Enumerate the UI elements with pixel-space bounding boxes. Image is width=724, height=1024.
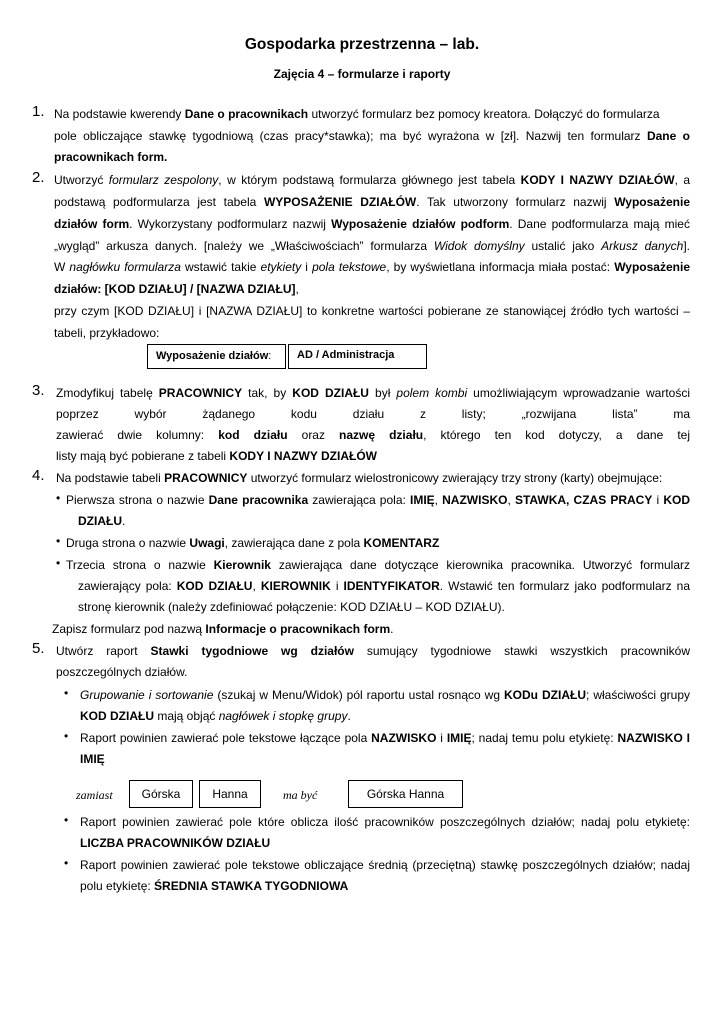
item-5-bullet-2-line-1: Raport powinien zawierać pole tekstowe łączące pola NAZWISKO i IMIĘ; nadaj temu polu etykietę: NAZWISKO I bbox=[80, 731, 690, 745]
item-5-bullet-1-line-1: Grupowanie i sortowanie (szukaj w Menu/Widok) pól raportu ustal rosnąco wg KODu DZIAŁU; właściwości grupy bbox=[80, 688, 690, 702]
item-4-bullet-3-line-3: stronę kierownik (należy zdefiniować połączenie: KOD DZIAŁU – KOD DZIAŁU). bbox=[78, 600, 505, 614]
item-4-bullet-3-line-1: Trzecia strona o nazwie Kierownik zawierająca dane dotyczące kierownika pracownika. Utworzyć formularz bbox=[66, 558, 690, 572]
item-2-line-6: działów: [KOD DZIAŁU] / [NAZWA DZIAŁU], bbox=[54, 282, 299, 296]
example-label-box: Wyposażenie działów: bbox=[147, 344, 286, 369]
item-3-line-3: zawierać dwie kolumny: kod działu oraz nazwę działu, którego ten kod dotyczy, a dane tej bbox=[56, 428, 690, 442]
item-3-number: 3. bbox=[32, 382, 45, 399]
bullet-dot-icon: • bbox=[64, 686, 69, 700]
item-1-line-3: pracownikach form. bbox=[54, 150, 168, 164]
example-instead-label: zamiast bbox=[76, 788, 113, 802]
bullet-dot-icon: • bbox=[64, 856, 69, 870]
item-5-bullet-3-line-2: LICZBA PRACOWNIKÓW DZIAŁU bbox=[80, 836, 271, 850]
bullet-dot-icon: • bbox=[56, 491, 61, 505]
document-title: Gospodarka przestrzenna – lab. bbox=[244, 36, 480, 53]
item-3-line-1: Zmodyfikuj tabelę PRACOWNICY tak, by KOD DZIAŁU był polem kombi umożliwiającym wprowadzanie wartości bbox=[56, 386, 690, 400]
item-4-bullet-2: Druga strona o nazwie Uwagi, zawierająca dane z pola KOMENTARZ bbox=[66, 536, 440, 550]
document-subtitle: Zajęcia 4 – formularze i raporty bbox=[273, 67, 451, 81]
item-2-line-1: Utworzyć formularz zespolony, w którym podstawą formularza głównego jest tabela KODY I NAZWY DZIAŁÓW, a bbox=[54, 173, 691, 187]
item-2-line-4: „wygląd” arkusza danych. [należy we „Właściwościach” formularza Widok domyślny ustalić jako Arkusz danych]. bbox=[54, 239, 691, 253]
item-5-line-1: Utwórz raport Stawki tygodniowe wg działów sumujący tygodniowe stawki wszystkich pracowników bbox=[56, 644, 690, 658]
item-5-bullet-4-line-1: Raport powinien zawierać pole tekstowe obliczające średnią (przeciętną) stawkę poszczególnych działów; nadaj bbox=[80, 858, 690, 872]
example-name-box: Hanna bbox=[199, 780, 261, 808]
item-2-line-5: W nagłówku formularza wstawić takie etykiety i pola tekstowe, by wyświetlana informacja miała postać: Wyposażenie bbox=[54, 260, 690, 274]
item-1-line-2: pole obliczające stawkę tygodniową (czas pracy*stawka); ma być wyrażona w [zł]. Nazwij ten formularz Dane o bbox=[54, 129, 690, 143]
item-2-line-2: podstawą podformularza jest tabela WYPOSAŻENIE DZIAŁÓW. Tak utworzony formularz nazwij Wyposażenie bbox=[54, 195, 690, 209]
example-combined-box: Górska Hanna bbox=[348, 780, 463, 808]
item-2-line-8: tabeli, przykładowo: bbox=[54, 326, 160, 340]
item-4-save-note: Zapisz formularz pod nazwą Informacje o pracownikach form. bbox=[52, 622, 394, 636]
item-4-bullet-1-line-2: DZIAŁU. bbox=[78, 514, 126, 528]
item-4-line-1: Na podstawie tabeli PRACOWNICY utworzyć formularz wielostronicowy zwierający trzy strony (karty) obejmujące: bbox=[56, 471, 663, 485]
item-5-bullet-2-line-2: IMIĘ bbox=[80, 752, 105, 766]
bullet-dot-icon: • bbox=[56, 556, 61, 570]
item-5-bullet-4-line-2: polu etykietę: ŚREDNIA STAWKA TYGODNIOWA bbox=[80, 879, 349, 893]
bullet-dot-icon: • bbox=[56, 534, 61, 548]
item-3-line-4: listy mają być pobierane z tabeli KODY I NAZWY DZIAŁÓW bbox=[56, 449, 377, 463]
item-5-line-2: poszczególnych działów. bbox=[56, 665, 188, 679]
item-4-number: 4. bbox=[32, 467, 45, 484]
item-3-line-2: poprzez wybór żądanego kodu działu z listy; „rozwijana lista” ma bbox=[56, 407, 690, 421]
item-1-line-1: Na podstawie kwerendy Dane o pracownikach utworzyć formularz bez pomocy kreatora. Dołączyć do formularza bbox=[54, 107, 660, 121]
item-5-number: 5. bbox=[32, 640, 45, 657]
bullet-dot-icon: • bbox=[64, 813, 69, 827]
example-should-be-label: ma być bbox=[283, 788, 318, 802]
item-2-number: 2. bbox=[32, 169, 45, 186]
item-4-bullet-3-line-2: zawierający pola: KOD DZIAŁU, KIEROWNIK i IDENTYFIKATOR. Wstawić ten formularz jako podformularz na bbox=[78, 579, 690, 593]
example-surname-box: Górska bbox=[129, 780, 193, 808]
item-2-line-7: przy czym [KOD DZIAŁU] i [NAZWA DZIAŁU] to konkretne wartości pobierane ze stanowiącej źródło tych wartości – bbox=[54, 304, 690, 318]
item-5-bullet-1-line-2: KOD DZIAŁU mają objąć nagłówek i stopkę grupy. bbox=[80, 709, 351, 723]
bullet-dot-icon: • bbox=[64, 729, 69, 743]
item-5-bullet-3-line-1: Raport powinien zawierać pole które oblicza ilość pracowników poszczególnych działów; nadaj polu etykietę: bbox=[80, 815, 690, 829]
example-value-box: AD / Administracja bbox=[288, 344, 427, 369]
item-1-number: 1. bbox=[32, 103, 45, 120]
item-2-line-3: działów form. Wykorzystany podformularz nazwij Wyposażenie działów podform. Dane podformularza mają mieć bbox=[54, 217, 690, 231]
item-4-bullet-1-line-1: Pierwsza strona o nazwie Dane pracownika zawierająca pola: IMIĘ, NAZWISKO, STAWKA, CZAS PRACY i KOD bbox=[66, 493, 690, 507]
